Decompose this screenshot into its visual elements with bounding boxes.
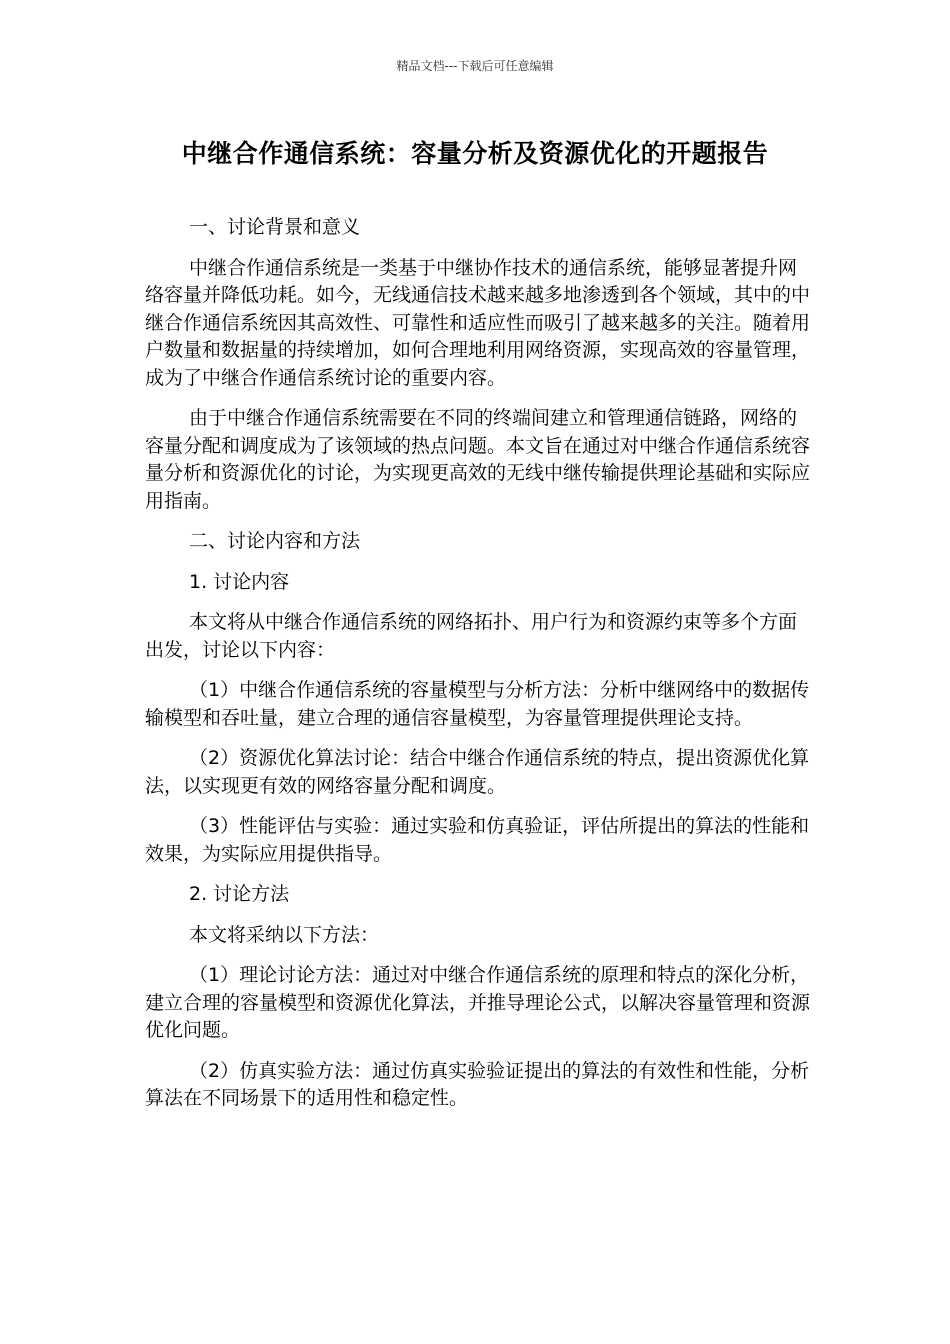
paragraph-content-intro: 本文将从中继合作通信系统的网络拓扑、用户行为和资源约束等多个方面出发，讨论以下内容： — [145, 611, 798, 661]
list-item-content-2: （2）资源优化算法讨论：结合中继合作通信系统的特点，提出资源优化算法，以实现更有效的网络容量分配和调度。 — [145, 747, 810, 797]
subheading-research-content: 1. 讨论内容 — [189, 570, 290, 593]
section-heading-background: 一、讨论背景和意义 — [189, 216, 361, 238]
list-item-method-1: （1）理论讨论方法：通过对中继合作通信系统的原理和特点的深化分析，建立合理的容量模型和资源优化算法，并推导理论公式，以解决容量管理和资源优化问题。 — [145, 964, 811, 1041]
page-header-note: 精品文档---下载后可任意编辑 — [396, 59, 554, 73]
paragraph-method-intro: 本文将采纳以下方法： — [189, 923, 380, 946]
list-item-content-3: （3）性能评估与实验：通过实验和仿真验证，评估所提出的算法的性能和效果，为实际应用提供指导。 — [145, 815, 810, 865]
paragraph-background-2: 由于中继合作通信系统需要在不同的终端间建立和管理通信链路，网络的容量分配和调度成为了该领域的热点问题。本文旨在通过对中继合作通信系统容量分析和资源优化的讨论，为实现更高效的无线中继传输提供理论基础和实际应用指南。 — [145, 407, 811, 512]
paragraph-background-1: 中继合作通信系统是一类基于中继协作技术的通信系统，能够显著提升网络容量并降低功耗。如今，无线通信技术越来越多地渗透到各个领域，其中的中继合作通信系统因其高效性、可靠性和适应性而吸引了越来越多的关注。随着用户数量和数据量的持续增加，如何合理地利用网络资源，实现高效的容量管理，成为了中继合作通信系统讨论的重要内容。 — [145, 256, 811, 389]
list-item-method-2: （2）仿真实验方法：通过仿真实验验证提出的算法的有效性和性能，分析算法在不同场景下的适用性和稳定性。 — [145, 1059, 810, 1109]
document-title: 中继合作通信系统：容量分析及资源优化的开题报告 — [181, 139, 769, 168]
document-body — [145, 214, 815, 1126]
subheading-research-method: 2. 讨论方法 — [189, 883, 290, 905]
list-item-content-1: （1）中继合作通信系统的容量模型与分析方法：分析中继网络中的数据传输模型和吞吐量，建立合理的通信容量模型，为容量管理提供理论支持。 — [145, 679, 810, 729]
section-heading-content-method: 二、讨论内容和方法 — [189, 530, 361, 552]
